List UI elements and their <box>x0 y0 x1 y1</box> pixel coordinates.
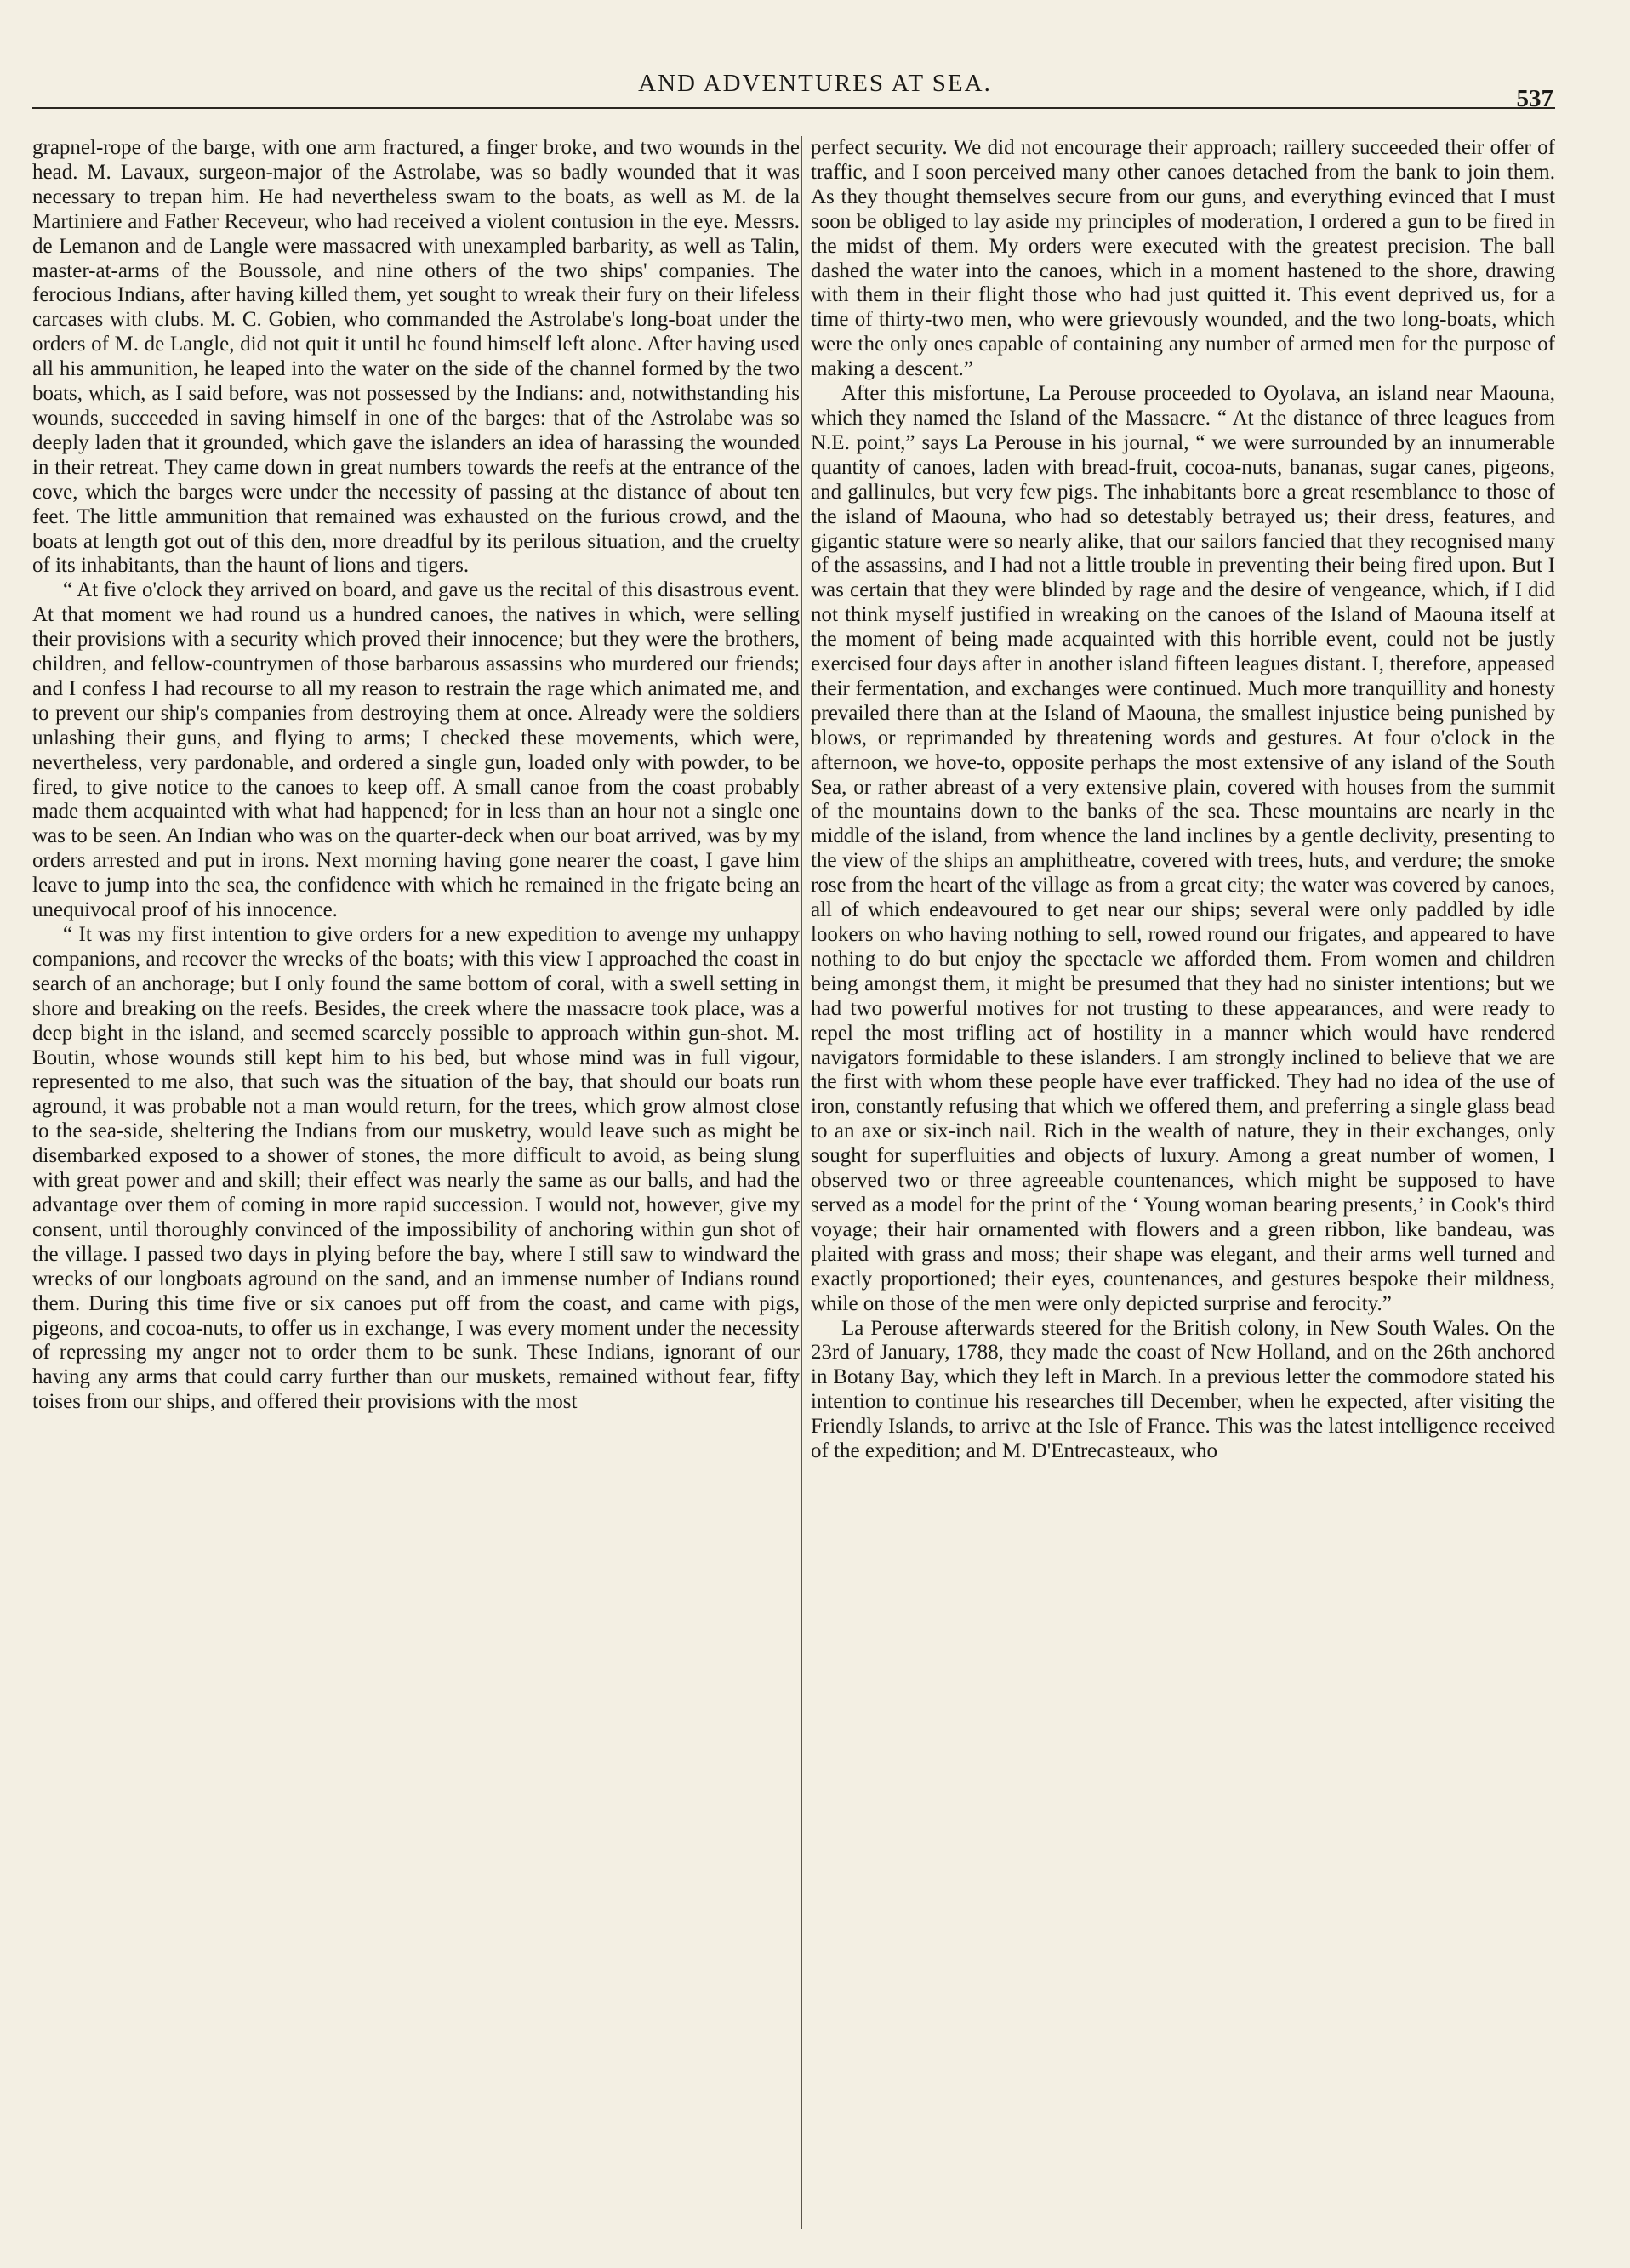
right-column <box>811 136 1555 1464</box>
paragraph: perfect security. We did not encourage their approach; raillery succeeded their offer of traffic, and I soon perceived many other canoes detached from the bank to join them. As they thought themselves secure from our guns, and everything evinced that I must soon be obliged to lay aside my principles of moderation, I ordered a gun to be fired in the midst of them. My orders were executed with the greatest precision. The ball dashed the water into the canoes, which in a moment hastened to the shore, drawing with them in their flight those who had just quitted it. This event deprived us, for a time of thirty-two men, who were grievously wounded, and the two long-boats, which were the only ones capable of containing any number of armed men for the purpose of making a descent.” <box>811 136 1555 381</box>
paragraph: grapnel-rope of the barge, with one arm fractured, a finger broke, and two wounds in the head. M. Lavaux, surgeon-major of the Astrolabe, was so badly wounded that it was necessary to trepan him. He had nevertheless swam to the boats, as well as M. de la Martiniere and Father Receveur, who had received a violent contusion in the eye. Messrs. de Lemanon and de Langle were massacred with unexampled barbarity, as well as Talin, master-at-arms of the Boussole, and nine others of the two ships' companies. The ferocious Indians, after having killed them, yet sought to wreak their fury on their lifeless carcases with clubs. M. C. Gobien, who commanded the Astrolabe's long-boat under the orders of M. de Langle, did not quit it until he found himself left alone. After having used all his ammunition, he leaped into the water on the side of the channel formed by the two boats, which, as I said before, was not possessed by the Indians: and, notwithstanding his wounds, succeeded in saving himself in one of the barges: that of the Astrolabe was so deeply laden that it grounded, which gave the islanders an idea of harassing the wounded in their retreat. They came down in great numbers towards the reefs at the entrance of the cove, which the barges were under the necessity of passing at the distance of about ten feet. The little ammunition that remained was exhausted on the furious crowd, and the boats at length got out of this den, more dreadful by its perilous situation, and the cruelty of its inhabitants, than the haunt of lions and tigers. <box>32 136 800 578</box>
page-header <box>0 70 1630 112</box>
paragraph: La Perouse afterwards steered for the British colony, in New South Wales. On the 23rd of January, 1788, they made the coast of New Holland, and on the 26th anchored in Botany Bay, which they left in March. In a previous letter the commodore stated his intention to continue his researches till December, when he expected, after visiting the Friendly Islands, to arrive at the Isle of France. This was the latest intelligence received of the expedition; and M. D'Entrecasteaux, who <box>811 1316 1555 1463</box>
paragraph: After this misfortune, La Perouse proceeded to Oyolava, an island near Maouna, which they named the Island of the Massacre. “ At the distance of three leagues from N.E. point,” says La Perouse in his journal, “ we were surrounded by an innumerable quantity of canoes, laden with bread-fruit, cocoa-nuts, bananas, sugar canes, pigeons, and gallinules, but very few pigs. The inhabitants bore a great resemblance to those of the island of Maouna, who had so detestably betrayed us; their dress, features, and gigantic stature were so nearly alike, that our sailors fancied that they recognised many of the assassins, and I had not a little trouble in preventing their being fired upon. But I was certain that they were blinded by rage and the desire of vengeance, which, if I did not think myself justified in wreaking on the canoes of the Island of Maouna itself at the moment of being made acquainted with this horrible event, could not be justly exercised four days after in another island fifteen leagues distant. I, therefore, appeased their fermentation, and exchanges were continued. Much more tranquillity and honesty prevailed there than at the Island of Maouna, the smallest injustice being punished by blows, or reprimanded by threatening words and gestures. At four o'clock in the afternoon, we hove-to, opposite perhaps the most extensive of any island of the South Sea, or rather abreast of a very extensive plain, covered with houses from the summit of the mountains down to the banks of the sea. These mountains are nearly in the middle of the island, from whence the land inclines by a gentle declivity, presenting to the view of the ships an amphitheatre, covered with trees, huts, and verdure; the smoke rose from the heart of the village as from a great city; the water was covered by canoes, all of which endeavoured to get near our ships; several were only paddled by idle lookers on who having nothing to sell, rowed round our frigates, and appeared to have nothing to do but enjoy the spectacle we afforded them. From women and children being amongst them, it might be presumed that they had no sinister intentions; but we had two powerful motives for not trusting to these appearances, and were ready to repel the most trifling act of hostility in a manner which would have rendered navigators formidable to these islanders. I am strongly inclined to believe that we are the first with whom these people have ever trafficked. They had no idea of the use of iron, constantly refusing that which we offered them, and preferring a single glass bead to an axe or six-inch nail. Rich in the wealth of nature, they in their exchanges, only sought for superfluities and objects of luxury. Among a great number of women, I observed two or three agreeable countenances, which might be supposed to have served as a model for the print of the ‘ Young woman bearing presents,’ in Cook's third voyage; their hair ornamented with flowers and a green ribbon, like bandeau, was plaited with grass and moss; their shape was elegant, and their arms well turned and exactly proportioned; their eyes, countenances, and gestures bespoke their mildness, while on those of the men were only depicted surprise and ferocity.” <box>811 382 1555 1315</box>
page-number: 537 <box>1516 85 1553 112</box>
text-columns <box>32 136 1555 2246</box>
running-title: AND ADVENTURES AT SEA. <box>638 70 992 97</box>
header-rule <box>32 107 1555 109</box>
left-column <box>32 136 800 1415</box>
paragraph: “ At five o'clock they arrived on board, and gave us the recital of this disastrous event. At that moment we had round us a hundred canoes, the natives in which, were selling their provisions with a security which proved their innocence; but they were the brothers, children, and fellow-countrymen of those barbarous assassins who murdered our friends; and I confess I had recourse to all my reason to restrain the rage which animated me, and to prevent our ship's companies from destroying them at once. Already were the soldiers unlashing their guns, and flying to arms; I checked these movements, which were, nevertheless, very pardonable, and ordered a single gun, loaded only with powder, to be fired, to give notice to the canoes to keep off. A small canoe from the coast probably made them acquainted with what had happened; for in less than an hour not a single one was to be seen. An Indian who was on the quarter-deck when our boat arrived, was by my orders arrested and put in irons. Next morning having gone nearer the coast, I gave him leave to jump into the sea, the confidence with which he remained in the frigate being an unequivocal proof of his innocence. <box>32 578 800 922</box>
paragraph: “ It was my first intention to give orders for a new expedition to avenge my unhappy companions, and recover the wrecks of the boats; with this view I approached the coast in search of an anchorage; but I only found the same bottom of coral, with a swell setting in shore and breaking on the reefs. Besides, the creek where the massacre took place, was a deep bight in the island, and seemed scarcely possible to approach within gun-shot. M. Boutin, whose wounds still kept him to his bed, but whose mind was in full vigour, represented to me also, that such was the situation of the bay, that should our boats run aground, it was probable not a man would return, for the trees, which grow almost close to the sea-side, sheltering the Indians from our musketry, would leave such as might be disembarked exposed to a shower of stones, the more difficult to avoid, as being slung with great power and and skill; their effect was nearly the same as our balls, and had the advantage over them of coming in more rapid succession. I would not, however, give my consent, until thoroughly convinced of the impossibility of anchoring within gun shot of the village. I passed two days in plying before the bay, where I still saw to windward the wrecks of our longboats aground on the sand, and an immense number of Indians round them. During this time five or six canoes put off from the coast, and came with pigs, pigeons, and cocoa-nuts, to offer us in exchange, I was every moment under the necessity of repressing my anger not to order them to be sunk. These Indians, ignorant of our having any arms that could carry further than our muskets, remained without fear, fifty toises from our ships, and offered their provisions with the most <box>32 923 800 1414</box>
